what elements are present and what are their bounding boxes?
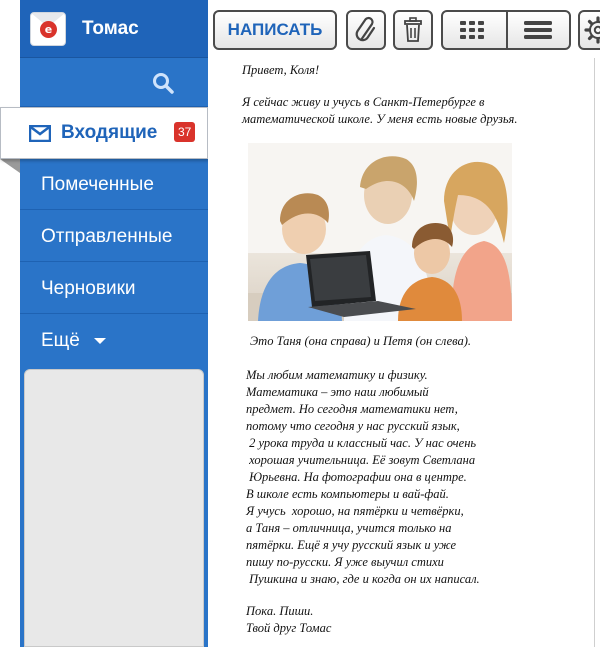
paperclip-icon <box>355 16 377 44</box>
text-line: хорошая учительница. Её зовут Светлана <box>246 453 476 467</box>
caret-down-icon <box>94 338 106 344</box>
list-view-icon[interactable] <box>524 21 552 39</box>
text-line: 2 урока труда и классный час. У нас очень <box>246 436 477 450</box>
text-line: Пока. Пиши. <box>246 604 314 618</box>
compose-button[interactable]: НАПИСАТЬ <box>213 10 337 50</box>
message-body <box>246 367 566 588</box>
sidebar-item-more[interactable] <box>20 315 208 366</box>
unread-count-badge: 37 <box>174 122 195 142</box>
trash-icon <box>403 17 423 43</box>
text-line: В школе есть компьютеры и вай-фай. <box>246 487 449 501</box>
sidebar <box>20 0 208 647</box>
divider <box>506 12 508 48</box>
grid-view-icon[interactable] <box>460 21 488 39</box>
view-toggle[interactable] <box>441 10 571 50</box>
photo-illustration <box>248 143 512 321</box>
text-line: пишу по-русски. Я уже выучил стихи <box>246 555 444 569</box>
text-line: математической школе. У меня есть новые друзья. <box>242 112 518 126</box>
attached-photo <box>248 143 512 321</box>
text-line: потому что сегодня у нас русский язык, <box>246 419 460 433</box>
sidebar-item-label: Помеченные <box>41 174 154 195</box>
envelope-icon <box>29 125 51 142</box>
delete-button[interactable] <box>393 10 433 50</box>
text-line: предмет. Но сегодня математики нет, <box>246 402 458 416</box>
sidebar-item-label: Черновики <box>41 278 136 299</box>
photo-caption: Это Таня (она справа) и Петя (он слева). <box>250 334 472 348</box>
tab-shadow <box>0 159 20 173</box>
sidebar-item-label: Ещё <box>41 330 80 351</box>
attach-button[interactable] <box>346 10 386 50</box>
signature: Твой друг Томас <box>246 621 332 635</box>
text-line: а Таня – отличница, учится только на <box>246 521 452 535</box>
sidebar-item-sent[interactable] <box>20 211 208 262</box>
account-header[interactable] <box>20 0 208 58</box>
search-icon[interactable] <box>152 72 174 94</box>
text-line: Я сейчас живу и учусь в Санкт-Петербурге в <box>242 95 485 109</box>
sidebar-item-inbox[interactable] <box>0 107 208 159</box>
sidebar-item-flagged[interactable] <box>20 159 208 210</box>
sidebar-panel <box>24 369 204 647</box>
text-line: Пушкина и знаю, где и когда он их написал. <box>246 572 480 586</box>
scrollbar-track[interactable] <box>594 58 595 647</box>
message-closing <box>246 603 331 637</box>
message-greeting: Привет, Коля! <box>242 63 320 77</box>
sidebar-item-drafts[interactable] <box>20 263 208 314</box>
message-view <box>208 58 600 647</box>
text-line: Я учусь хорошо, на пятёрки и четвёрки, <box>246 504 464 518</box>
text-line: Юрьевна. На фотографии она в центре. <box>246 470 467 484</box>
message-intro <box>242 94 572 128</box>
gear-icon <box>584 16 600 44</box>
text-line: пятёрки. Ещё я учу русский язык и уже <box>246 538 457 552</box>
text-line: Математика – это наш любимый <box>246 385 429 399</box>
text-line: Мы любим математику и физику. <box>246 368 428 382</box>
sidebar-item-label: Отправленные <box>41 226 173 247</box>
mail-logo-icon: e <box>30 12 66 46</box>
sidebar-item-label: Входящие <box>61 122 158 143</box>
search-bar[interactable] <box>20 59 208 107</box>
settings-button[interactable] <box>578 10 600 50</box>
account-name: Томас <box>82 18 139 39</box>
